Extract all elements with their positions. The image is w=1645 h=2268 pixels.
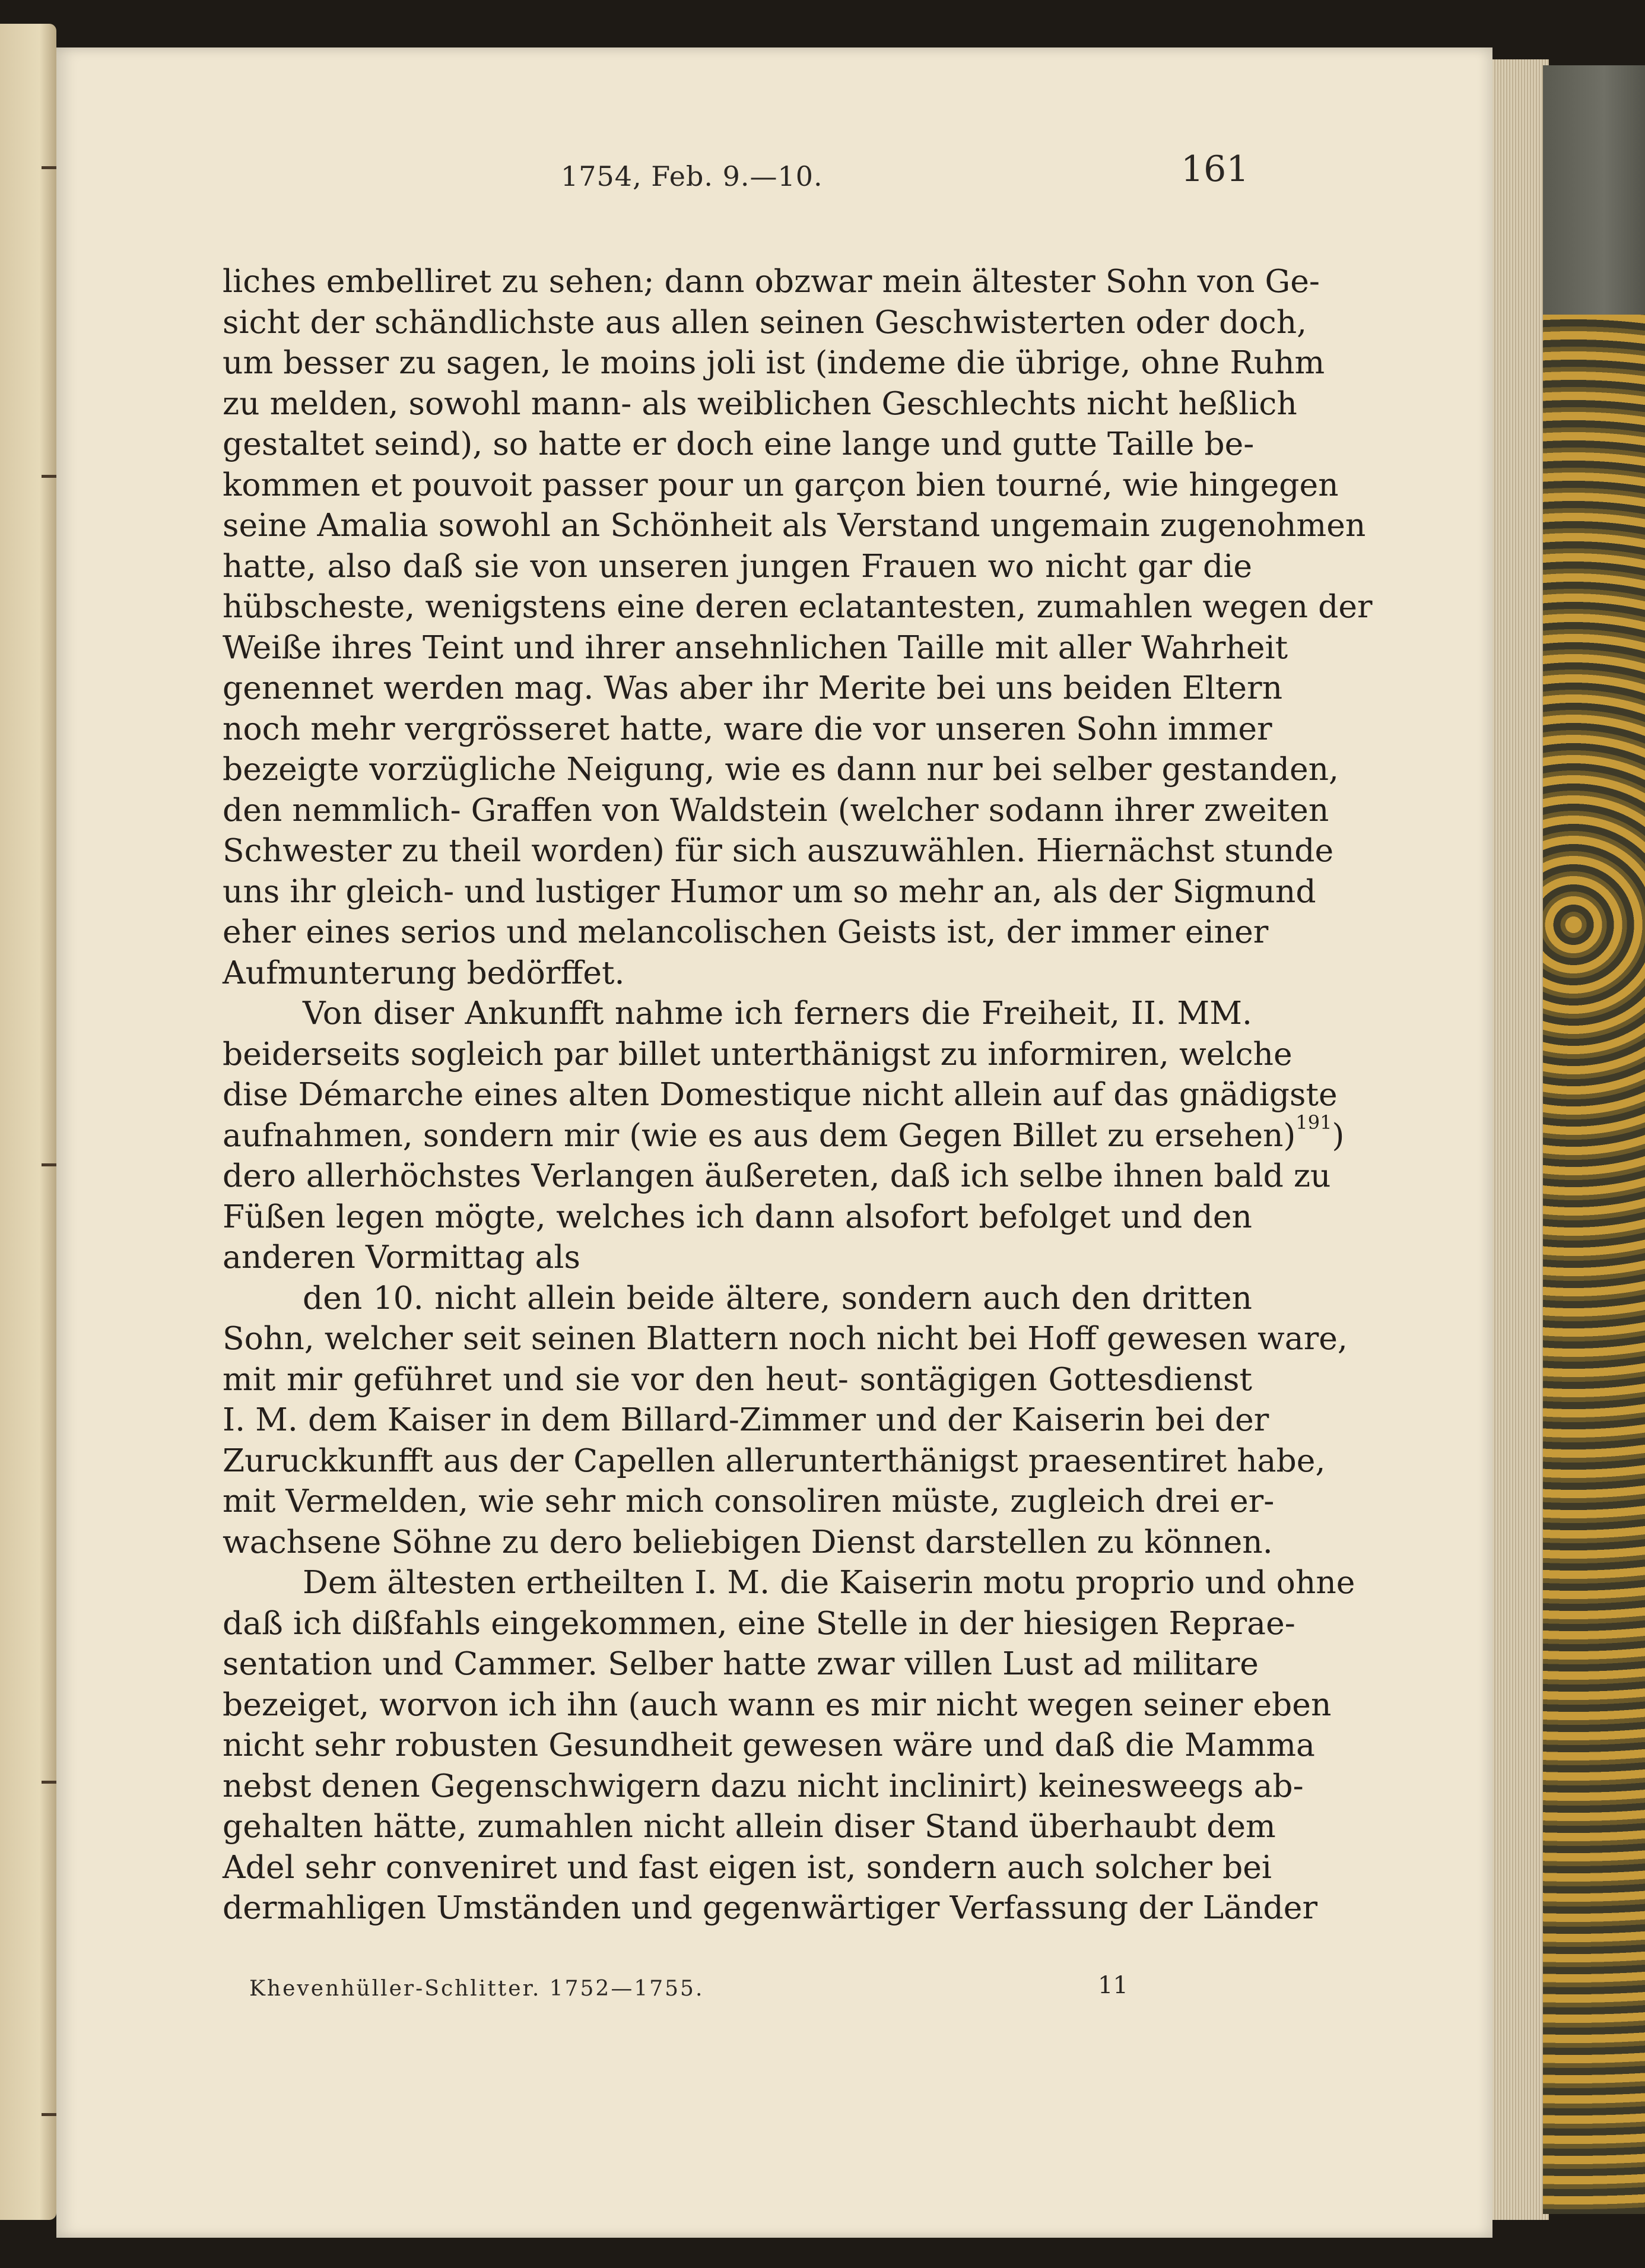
text-line: liches embelliret zu sehen; dann obzwar mein ältester Sohn von Ge- <box>223 262 1320 300</box>
text-line: bezeiget, worvon ich ihn (auch wann es mir nicht wegen seiner eben <box>223 1685 1332 1723</box>
text-line: eher eines serios und melancolischen Geists ist, der immer einer <box>223 913 1269 950</box>
text-line: Aufmunterung bedörffet. <box>223 953 625 991</box>
text-line: bezeigte vorzügliche Neigung, wie es dann nur bei selber gestanden, <box>223 750 1339 788</box>
text-line: nebst denen Gegenschwigern dazu nicht inclinirt) keinesweegs ab- <box>223 1766 1304 1804</box>
text-line: Adel sehr conveniret und fast eigen ist, sondern auch solcher bei <box>223 1848 1272 1886</box>
text-line: Weiße ihres Teint und ihrer ansehnlichen Taille mit aller Wahrheit <box>223 628 1288 666</box>
body-text <box>223 261 1373 1928</box>
text-line: den 10. nicht allein beide ältere, sondern auch den dritten <box>303 1279 1252 1317</box>
page-stack-edge <box>1484 59 1549 2220</box>
binding-stitch <box>42 475 58 478</box>
printer-signature: Khevenhüller-Schlitter. 1752—1755. <box>249 1977 704 2001</box>
text-line: dise Démarche eines alten Domestique nicht allein auf das gnädigste <box>223 1076 1338 1113</box>
text-line: gestaltet seind), so hatte er doch eine lange und gutte Taille be- <box>223 425 1255 462</box>
binding-stitch <box>42 2113 58 2116</box>
text-line: anderen Vormittag als <box>223 1238 580 1276</box>
text-line: dermahligen Umständen und gegenwärtiger Verfassung der Länder <box>223 1889 1318 1926</box>
text-line: sentation und Cammer. Selber hatte zwar villen Lust ad militare <box>223 1645 1259 1682</box>
text-line: mit Vermelden, wie sehr mich consoliren müste, zugleich drei er- <box>223 1482 1275 1520</box>
text-line: genennet werden mag. Was aber ihr Merite bei uns beiden Eltern <box>223 669 1283 706</box>
text-line: den nemmlich- Graffen von Waldstein (welcher sodann ihrer zweiten <box>223 791 1329 829</box>
text-line: sicht der schändlichste aus allen seinen Geschwisterten oder doch, <box>223 303 1307 341</box>
left-page-edge <box>0 24 56 2220</box>
text-line: Zuruckkunfft aus der Capellen allerunterthänigst praesentiret habe, <box>223 1441 1326 1479</box>
text-line: wachsene Söhne zu dero beliebigen Dienst darstellen zu können. <box>223 1522 1273 1560</box>
text-line: uns ihr gleich- und lustiger Humor um so mehr an, als der Sigmund <box>223 872 1316 910</box>
text-line: nicht sehr robusten Gesundheit gewesen wäre und daß die Mamma <box>223 1726 1315 1763</box>
text-line: hübscheste, wenigstens eine deren eclatantesten, zumahlen wegen der <box>223 588 1373 625</box>
text-line: Füßen legen mögte, welches ich dann alsofort befolget und den <box>223 1197 1252 1235</box>
cover-spine-band <box>1543 65 1645 315</box>
text-line: gehalten hätte, zumahlen nicht allein diser Stand überhaubt dem <box>223 1807 1276 1845</box>
text-line: noch mehr vergrösseret hatte, ware die vor unseren Sohn immer <box>223 709 1272 747</box>
marbled-cover <box>1543 65 1645 2214</box>
text-line: beiderseits sogleich par billet unterthänigst zu informiren, welche <box>223 1035 1292 1073</box>
text-line: um besser zu sagen, le moins joli ist (indeme die übrige, ohne Ruhm <box>223 344 1325 381</box>
text-line: zu melden, sowohl mann- als weiblichen Geschlechts nicht heßlich <box>223 384 1297 422</box>
text-line: kommen et pouvoit passer pour un garçon bien tourné, wie hingegen <box>223 465 1339 503</box>
footnote-reference: 191 <box>1295 1111 1332 1134</box>
text-line: daß ich dißfahls eingekommen, eine Stelle in der hiesigen Reprae- <box>223 1604 1295 1642</box>
text-line: Dem ältesten ertheilten I. M. die Kaiserin motu proprio und ohne <box>303 1563 1355 1601</box>
running-header-date: 1754, Feb. 9.—10. <box>561 160 823 192</box>
text-line: I. M. dem Kaiser in dem Billard-Zimmer und der Kaiserin bei der <box>223 1401 1269 1438</box>
text-line: hatte, also daß sie von unseren jungen Frauen wo nicht gar die <box>223 547 1252 585</box>
binding-stitch <box>42 166 58 169</box>
text-line: Sohn, welcher seit seinen Blattern noch nicht bei Hoff gewesen ware, <box>223 1319 1348 1357</box>
text-line-content: aufnahmen, sondern mir (wie es aus dem Gegen Billet zu ersehen) <box>223 1116 1296 1154</box>
text-line: dero allerhöchstes Verlangen äußereten, daß ich selbe ihnen bald zu <box>223 1157 1331 1194</box>
page-number: 161 <box>1181 148 1249 190</box>
text-line: seine Amalia sowohl an Schönheit als Verstand ungemain zugenohmen <box>223 506 1366 544</box>
binding-stitch <box>42 1781 58 1784</box>
text-line: Schwester zu theil worden) für sich auszuwählen. Hiernächst stunde <box>223 832 1334 869</box>
text-line: mit mir geführet und sie vor den heut- sontägigen Gottesdienst <box>223 1360 1252 1398</box>
footnote-reference-tail: ) <box>1332 1116 1345 1154</box>
binding-stitch <box>42 1163 58 1166</box>
text-line: Von diser Ankunfft nahme ich ferners die Freiheit, II. MM. <box>303 994 1252 1032</box>
sheet-number: 11 <box>1098 1972 1128 1999</box>
text-line-with-footnote <box>223 1111 1345 1156</box>
